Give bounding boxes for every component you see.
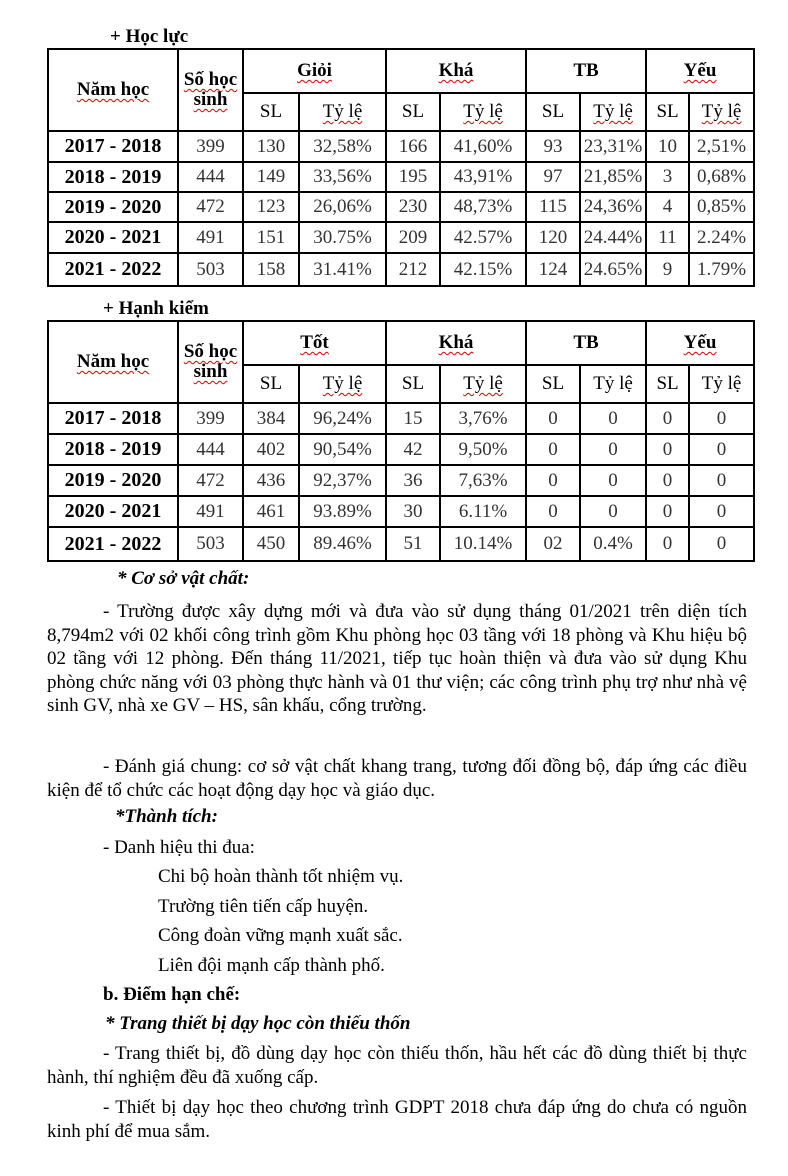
value-cell: 10.14% <box>440 527 526 561</box>
table-row <box>48 496 754 527</box>
achievement-item: Trường tiên tiến cấp huyện. <box>158 896 369 917</box>
han-che-heading: b. Điểm hạn chế: <box>103 984 241 1005</box>
table-row <box>48 253 754 286</box>
value-cell: 195 <box>386 162 440 192</box>
value-cell: 0 <box>689 403 754 434</box>
header-sl: SL <box>386 93 440 131</box>
table-row <box>48 162 754 192</box>
header-group: Khá <box>386 321 526 365</box>
header-ty-le: Tỷ lệ <box>689 365 754 403</box>
header-ty-le: Tỷ lệ <box>440 93 526 131</box>
year-cell: 2019 - 2020 <box>48 465 178 496</box>
value-cell: 41,60% <box>440 131 526 162</box>
table-row <box>48 527 754 561</box>
value-cell: 115 <box>526 192 580 222</box>
value-cell: 2,51% <box>689 131 754 162</box>
value-cell: 0 <box>689 465 754 496</box>
value-cell: 384 <box>243 403 299 434</box>
table-row <box>48 434 754 465</box>
value-cell: 158 <box>243 253 299 286</box>
value-cell: 0 <box>689 434 754 465</box>
value-cell: 97 <box>526 162 580 192</box>
value-cell: 0 <box>526 465 580 496</box>
value-cell: 0 <box>689 527 754 561</box>
value-cell: 0 <box>646 434 689 465</box>
value-cell: 42.15% <box>440 253 526 286</box>
value-cell: 48,73% <box>440 192 526 222</box>
value-cell: 444 <box>178 434 243 465</box>
value-cell: 472 <box>178 192 243 222</box>
hanh-kiem-table <box>47 320 755 562</box>
value-cell: 3 <box>646 162 689 192</box>
value-cell: 02 <box>526 527 580 561</box>
value-cell: 24,36% <box>580 192 646 222</box>
achievement-item: Chi bộ hoàn thành tốt nhiệm vụ. <box>158 866 404 887</box>
header-sl: SL <box>243 93 299 131</box>
value-cell: 151 <box>243 222 299 253</box>
value-cell: 0,68% <box>689 162 754 192</box>
header-ty-le: Tỷ lệ <box>440 365 526 403</box>
year-cell: 2021 - 2022 <box>48 253 178 286</box>
value-cell: 9 <box>646 253 689 286</box>
value-cell: 26,06% <box>299 192 386 222</box>
header-ty-le: Tỷ lệ <box>689 93 754 131</box>
value-cell: 93.89% <box>299 496 386 527</box>
year-cell: 2018 - 2019 <box>48 434 178 465</box>
year-cell: 2018 - 2019 <box>48 162 178 192</box>
value-cell: 450 <box>243 527 299 561</box>
year-cell: 2020 - 2021 <box>48 496 178 527</box>
header-sl: SL <box>646 365 689 403</box>
header-nam-hoc: Năm học <box>48 49 178 131</box>
value-cell: 51 <box>386 527 440 561</box>
header-ty-le: Tỷ lệ <box>580 93 646 131</box>
value-cell: 120 <box>526 222 580 253</box>
header-sl: SL <box>526 365 580 403</box>
value-cell: 0 <box>646 465 689 496</box>
table-row <box>48 192 754 222</box>
value-cell: 436 <box>243 465 299 496</box>
value-cell: 0 <box>526 496 580 527</box>
value-cell: 0.4% <box>580 527 646 561</box>
achievement-item: Công đoàn vững mạnh xuất sắc. <box>158 925 403 946</box>
value-cell: 4 <box>646 192 689 222</box>
section-title-hoc-luc: + Học lực <box>110 26 189 47</box>
value-cell: 166 <box>386 131 440 162</box>
year-cell: 2020 - 2021 <box>48 222 178 253</box>
value-cell: 24.44% <box>580 222 646 253</box>
value-cell: 130 <box>243 131 299 162</box>
year-cell: 2017 - 2018 <box>48 131 178 162</box>
value-cell: 399 <box>178 131 243 162</box>
value-cell: 123 <box>243 192 299 222</box>
value-cell: 9,50% <box>440 434 526 465</box>
header-sl: SL <box>243 365 299 403</box>
header-group: Yếu <box>646 321 754 365</box>
value-cell: 33,56% <box>299 162 386 192</box>
value-cell: 6.11% <box>440 496 526 527</box>
header-group: TB <box>526 321 646 365</box>
table-row <box>48 222 754 253</box>
value-cell: 32,58% <box>299 131 386 162</box>
csvc-paragraph-2: - Đánh giá chung: cơ sở vật chất khang trang, tương đối đồng bộ, đáp ứng các điều kiện để tổ chức các hoạt động dạy học và giáo dục. <box>47 756 747 801</box>
value-cell: 42.57% <box>440 222 526 253</box>
value-cell: 21,85% <box>580 162 646 192</box>
value-cell: 472 <box>178 465 243 496</box>
value-cell: 491 <box>178 496 243 527</box>
value-cell: 444 <box>178 162 243 192</box>
thanh-tich-heading: *Thành tích: <box>115 806 218 827</box>
header-group: TB <box>526 49 646 93</box>
value-cell: 0 <box>646 403 689 434</box>
value-cell: 212 <box>386 253 440 286</box>
value-cell: 0 <box>580 496 646 527</box>
value-cell: 149 <box>243 162 299 192</box>
value-cell: 2.24% <box>689 222 754 253</box>
value-cell: 30.75% <box>299 222 386 253</box>
value-cell: 0 <box>580 403 646 434</box>
year-cell: 2021 - 2022 <box>48 527 178 561</box>
value-cell: 124 <box>526 253 580 286</box>
header-group: Tốt <box>243 321 386 365</box>
value-cell: 24.65% <box>580 253 646 286</box>
table-row <box>48 465 754 496</box>
header-group: Khá <box>386 49 526 93</box>
value-cell: 0 <box>689 496 754 527</box>
value-cell: 90,54% <box>299 434 386 465</box>
han-che-subheading: * Trang thiết bị dạy học còn thiếu thốn <box>105 1013 411 1034</box>
value-cell: 230 <box>386 192 440 222</box>
header-so-hoc-sinh: Số học sinh <box>178 49 243 131</box>
value-cell: 0 <box>580 434 646 465</box>
value-cell: 402 <box>243 434 299 465</box>
value-cell: 92,37% <box>299 465 386 496</box>
header-sl: SL <box>646 93 689 131</box>
value-cell: 43,91% <box>440 162 526 192</box>
section-title-hanh-kiem: + Hạnh kiểm <box>103 298 209 319</box>
thanh-tich-line: - Danh hiệu thi đua: <box>103 837 255 858</box>
year-cell: 2019 - 2020 <box>48 192 178 222</box>
value-cell: 0 <box>580 465 646 496</box>
value-cell: 30 <box>386 496 440 527</box>
header-ty-le: Tỷ lệ <box>580 365 646 403</box>
header-ty-le: Tỷ lệ <box>299 93 386 131</box>
year-cell: 2017 - 2018 <box>48 403 178 434</box>
header-sl: SL <box>526 93 580 131</box>
value-cell: 0 <box>526 434 580 465</box>
table-row <box>48 131 754 162</box>
value-cell: 0 <box>646 527 689 561</box>
value-cell: 491 <box>178 222 243 253</box>
hoc-luc-table <box>47 48 755 287</box>
value-cell: 7,63% <box>440 465 526 496</box>
value-cell: 461 <box>243 496 299 527</box>
han-che-paragraph-1: - Trang thiết bị, đồ dùng dạy học còn thiếu thốn, hầu hết các đồ dùng thiết bị thực hành, thí nghiệm đều đã xuống cấp. <box>47 1043 747 1088</box>
header-nam-hoc: Năm học <box>48 321 178 403</box>
value-cell: 36 <box>386 465 440 496</box>
csvc-paragraph-1: - Trường được xây dựng mới và đưa vào sử dụng tháng 01/2021 trên diện tích 8,794m2 với 02 khối công trình gồm Khu phòng học 03 tầng với 18 phòng và Khu hiệu bộ 02 tầng với 12 phòng. Đến tháng 11/2021, tiếp tục hoàn thiện và đưa vào sử dụng Khu phòng chức năng với 03 phòng thực hành và 01 thư viện; các công trình phụ trợ như nhà vệ sinh GV, nhà xe GV – HS, sân khấu, cổng trường. <box>47 601 747 716</box>
table-row <box>48 403 754 434</box>
csvc-heading: * Cơ sở vật chất: <box>117 568 250 589</box>
header-ty-le: Tỷ lệ <box>299 365 386 403</box>
header-so-hoc-sinh: Số học sinh <box>178 321 243 403</box>
value-cell: 0 <box>646 496 689 527</box>
value-cell: 1.79% <box>689 253 754 286</box>
value-cell: 31.41% <box>299 253 386 286</box>
value-cell: 503 <box>178 253 243 286</box>
value-cell: 0,85% <box>689 192 754 222</box>
value-cell: 96,24% <box>299 403 386 434</box>
value-cell: 209 <box>386 222 440 253</box>
header-group: Yếu <box>646 49 754 93</box>
value-cell: 3,76% <box>440 403 526 434</box>
value-cell: 15 <box>386 403 440 434</box>
value-cell: 0 <box>526 403 580 434</box>
value-cell: 93 <box>526 131 580 162</box>
value-cell: 11 <box>646 222 689 253</box>
value-cell: 399 <box>178 403 243 434</box>
han-che-paragraph-2: - Thiết bị dạy học theo chương trình GDPT 2018 chưa đáp ứng do chưa có nguồn kinh phí để mua sắm. <box>47 1097 747 1142</box>
header-group: Giỏi <box>243 49 386 93</box>
value-cell: 23,31% <box>580 131 646 162</box>
header-sl: SL <box>386 365 440 403</box>
achievement-item: Liên đội mạnh cấp thành phố. <box>158 955 385 976</box>
value-cell: 10 <box>646 131 689 162</box>
value-cell: 89.46% <box>299 527 386 561</box>
value-cell: 503 <box>178 527 243 561</box>
value-cell: 42 <box>386 434 440 465</box>
